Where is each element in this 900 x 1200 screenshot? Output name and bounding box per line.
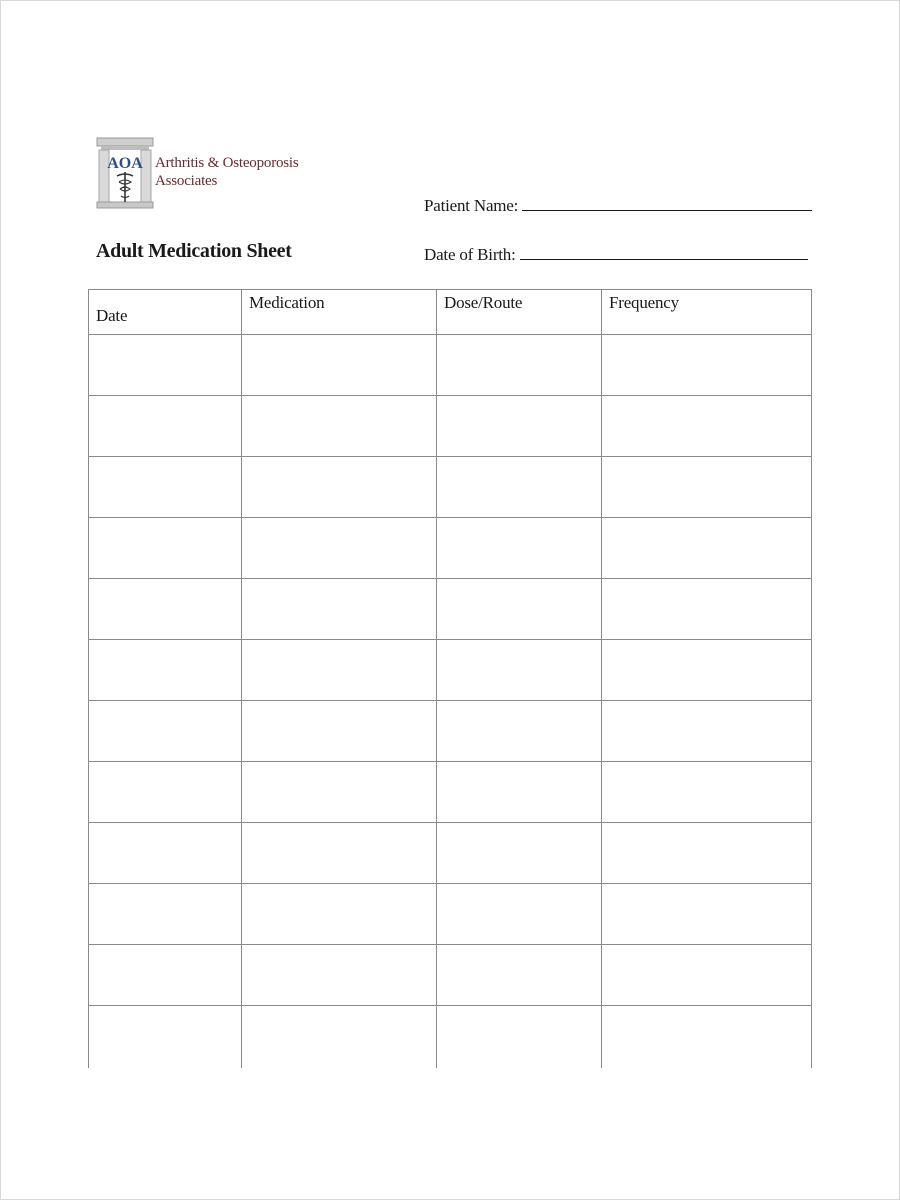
cell-date[interactable] bbox=[89, 701, 242, 762]
cell-medication[interactable] bbox=[242, 1006, 437, 1069]
cell-medication[interactable] bbox=[242, 457, 437, 518]
cell-date[interactable] bbox=[89, 1006, 242, 1069]
table-row bbox=[89, 518, 812, 579]
cell-dose-route[interactable] bbox=[437, 823, 602, 884]
cell-frequency[interactable] bbox=[602, 884, 812, 945]
cell-frequency[interactable] bbox=[602, 640, 812, 701]
date-of-birth-field[interactable] bbox=[424, 245, 808, 265]
header-frequency: Frequency bbox=[602, 290, 812, 335]
pillar-caduceus-icon bbox=[95, 136, 157, 212]
medication-table bbox=[88, 289, 812, 1068]
cell-dose-route[interactable] bbox=[437, 701, 602, 762]
table-row bbox=[89, 945, 812, 1006]
header-dose-route: Dose/Route bbox=[437, 290, 602, 335]
cell-medication[interactable] bbox=[242, 579, 437, 640]
page-title: Adult Medication Sheet bbox=[96, 240, 292, 262]
cell-date[interactable] bbox=[89, 396, 242, 457]
cell-frequency[interactable] bbox=[602, 1006, 812, 1069]
table-header-row bbox=[89, 290, 812, 335]
cell-medication[interactable] bbox=[242, 640, 437, 701]
cell-medication[interactable] bbox=[242, 335, 437, 396]
cell-frequency[interactable] bbox=[602, 579, 812, 640]
cell-medication[interactable] bbox=[242, 518, 437, 579]
table-row bbox=[89, 396, 812, 457]
cell-dose-route[interactable] bbox=[437, 640, 602, 701]
table-row bbox=[89, 640, 812, 701]
cell-dose-route[interactable] bbox=[437, 457, 602, 518]
cell-frequency[interactable] bbox=[602, 457, 812, 518]
cell-dose-route[interactable] bbox=[437, 884, 602, 945]
cell-medication[interactable] bbox=[242, 762, 437, 823]
cell-date[interactable] bbox=[89, 579, 242, 640]
cell-medication[interactable] bbox=[242, 884, 437, 945]
cell-frequency[interactable] bbox=[602, 396, 812, 457]
table-row bbox=[89, 701, 812, 762]
cell-frequency[interactable] bbox=[602, 945, 812, 1006]
cell-dose-route[interactable] bbox=[437, 762, 602, 823]
table-row bbox=[89, 335, 812, 396]
organization-name-line1: Arthritis & Osteoporosis bbox=[155, 155, 299, 171]
cell-frequency[interactable] bbox=[602, 701, 812, 762]
svg-text:AOA: AOA bbox=[107, 155, 143, 172]
cell-medication[interactable] bbox=[242, 396, 437, 457]
table-row bbox=[89, 823, 812, 884]
cell-date[interactable] bbox=[89, 518, 242, 579]
table-row bbox=[89, 762, 812, 823]
date-of-birth-blank[interactable] bbox=[520, 245, 808, 260]
cell-date[interactable] bbox=[89, 762, 242, 823]
cell-medication[interactable] bbox=[242, 945, 437, 1006]
cell-dose-route[interactable] bbox=[437, 579, 602, 640]
cell-frequency[interactable] bbox=[602, 518, 812, 579]
organization-name bbox=[155, 154, 299, 190]
table-row bbox=[89, 457, 812, 518]
cell-date[interactable] bbox=[89, 823, 242, 884]
cell-medication[interactable] bbox=[242, 701, 437, 762]
cell-medication[interactable] bbox=[242, 823, 437, 884]
patient-name-blank[interactable] bbox=[522, 196, 812, 211]
cell-date[interactable] bbox=[89, 884, 242, 945]
organization-logo bbox=[95, 136, 299, 212]
header-date: Date bbox=[89, 290, 242, 335]
header-medication: Medication bbox=[242, 290, 437, 335]
cell-dose-route[interactable] bbox=[437, 945, 602, 1006]
patient-name-field[interactable] bbox=[424, 196, 812, 216]
cell-dose-route[interactable] bbox=[437, 396, 602, 457]
table-row bbox=[89, 884, 812, 945]
cell-date[interactable] bbox=[89, 640, 242, 701]
cell-frequency[interactable] bbox=[602, 335, 812, 396]
cell-dose-route[interactable] bbox=[437, 335, 602, 396]
table-row bbox=[89, 1006, 812, 1069]
cell-date[interactable] bbox=[89, 457, 242, 518]
date-of-birth-label: Date of Birth: bbox=[424, 245, 516, 264]
table-body bbox=[89, 335, 812, 1069]
cell-dose-route[interactable] bbox=[437, 518, 602, 579]
cell-date[interactable] bbox=[89, 335, 242, 396]
cell-date[interactable] bbox=[89, 945, 242, 1006]
patient-name-label: Patient Name: bbox=[424, 196, 519, 215]
cell-dose-route[interactable] bbox=[437, 1006, 602, 1069]
organization-name-line2: Associates bbox=[155, 173, 218, 189]
cell-frequency[interactable] bbox=[602, 823, 812, 884]
cell-frequency[interactable] bbox=[602, 762, 812, 823]
table-row bbox=[89, 579, 812, 640]
